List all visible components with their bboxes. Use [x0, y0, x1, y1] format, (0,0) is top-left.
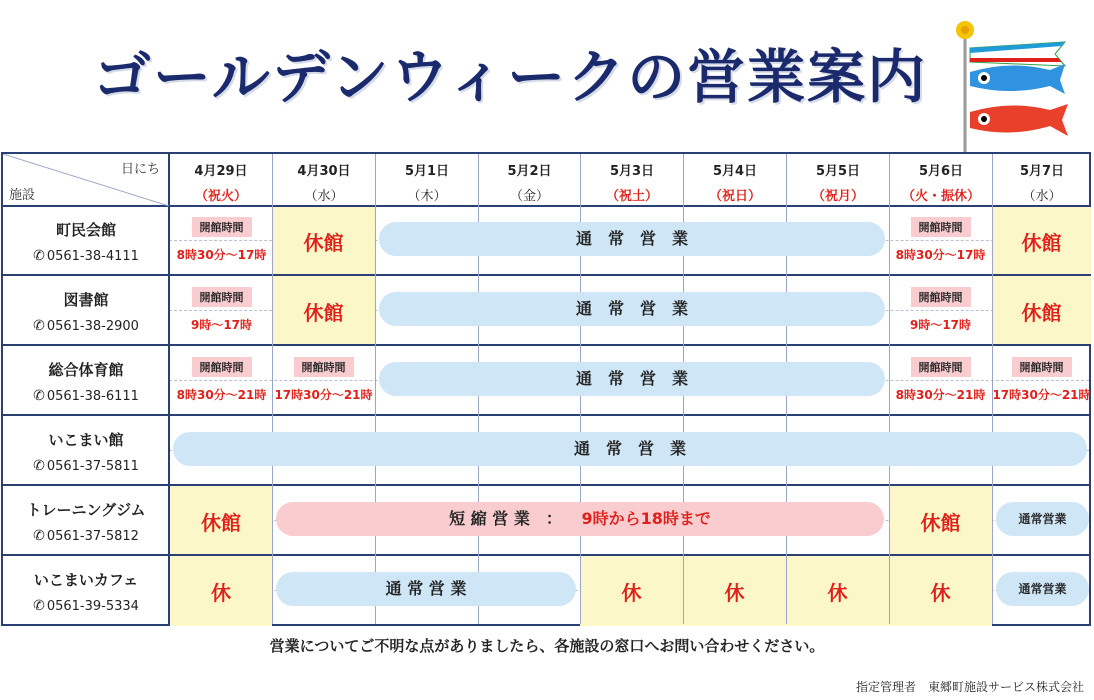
- phone-icon: ✆: [33, 318, 45, 334]
- date-header-0429: 4月29日 （祝火）: [194, 164, 248, 204]
- page-title: ゴールデンウィークの営業案内: [92, 43, 928, 111]
- date-header-0501: 5月1日 （木）: [404, 164, 450, 204]
- date-header-0502: 5月2日 （金）: [507, 164, 552, 204]
- closed-cell: 休: [930, 581, 951, 605]
- inquiry-note: 営業についてご不明な点がありましたら、各施設の窓口へお問い合わせください。: [269, 637, 825, 655]
- closed-cell: 休館: [201, 511, 241, 535]
- closed-cell: 休: [827, 581, 848, 605]
- shortened-operation-bar: [276, 502, 884, 536]
- closed-cell: 休館: [1021, 231, 1062, 255]
- normal-operation-bar: 通 常 営 業: [173, 432, 1087, 466]
- hours-cell: 開館時間 17時30分～21時: [992, 356, 1091, 403]
- normal-operation-bar: 通 常 営 業: [379, 222, 885, 256]
- phone-icon: ✆: [33, 598, 45, 614]
- hours-cell: 開館時間 9時～17時: [170, 286, 273, 333]
- facility-ikomaikan: いこまい館 ✆ 0561-37-5811: [33, 431, 139, 474]
- closed-cell: 休館: [303, 301, 344, 325]
- date-header-0506: 5月6日 （火・振休）: [901, 164, 980, 204]
- hours-cell: 開館時間 8時30分～21時: [889, 356, 992, 403]
- hours-cell: 開館時間 8時30分～21時: [170, 356, 273, 403]
- normal-operation-bar: 通 常 営 業: [379, 362, 885, 396]
- shortened-hours: 9時から18時まで: [581, 509, 711, 528]
- date-header-0505: 5月5日 （祝月）: [811, 164, 864, 204]
- closed-cell: 休: [211, 581, 231, 605]
- facility-header-label: 施設: [9, 188, 36, 203]
- normal-operation-bar: 通 常 営 業: [379, 292, 885, 326]
- normal-operation-bar: 通 常 営 業: [276, 572, 576, 606]
- phone-icon: ✆: [33, 458, 45, 474]
- hours-cell: 開館時間 8時30分～17時: [889, 216, 992, 263]
- shortened-label: 短 縮 営 業 ：: [449, 509, 562, 528]
- closed-cell: 休館: [303, 231, 344, 255]
- designated-manager-credit: 指定管理者 東郷町施設サービス株式会社: [855, 680, 1084, 694]
- date-header-0507: 5月7日 （水）: [1019, 164, 1065, 204]
- hours-cell: 開館時間 17時30分～21時: [272, 356, 375, 403]
- facility-gymnasium: 総合体育館 ✆ 0561-38-6111: [33, 361, 139, 404]
- facility-training-gym: トレーニングジム ✆ 0561-37-5812: [26, 501, 146, 544]
- facility-ikomai-cafe: いこまいカフェ ✆ 0561-39-5334: [33, 571, 139, 614]
- hours-cell: 開館時間 9時～17時: [889, 286, 992, 333]
- closed-cell: 休館: [1021, 301, 1062, 325]
- facility-chomin-kaikan: 町民会館 ✆ 0561-38-4111: [33, 221, 139, 264]
- phone-icon: ✆: [33, 388, 45, 404]
- normal-operation-bar: 通常営業: [996, 572, 1089, 606]
- schedule-table: [1, 152, 1091, 626]
- phone-icon: ✆: [33, 248, 45, 264]
- date-header-0430: 4月30日 （水）: [297, 164, 351, 204]
- closed-cell: 休: [724, 581, 745, 605]
- closed-cell: 休館: [920, 511, 961, 535]
- facility-library: 図書館 ✆ 0561-38-2900: [33, 291, 139, 334]
- hours-cell: 開館時間 8時30分～17時: [170, 216, 273, 263]
- phone-icon: ✆: [33, 528, 45, 544]
- closed-cell: 休: [621, 581, 642, 605]
- koinobori-illustration: [950, 14, 1080, 154]
- normal-operation-bar: 通常営業: [996, 502, 1089, 536]
- date-header-0504: 5月4日 （祝日）: [708, 164, 761, 204]
- date-header-label: 日にち: [121, 162, 161, 177]
- date-header-0503: 5月3日 （祝土）: [605, 164, 658, 204]
